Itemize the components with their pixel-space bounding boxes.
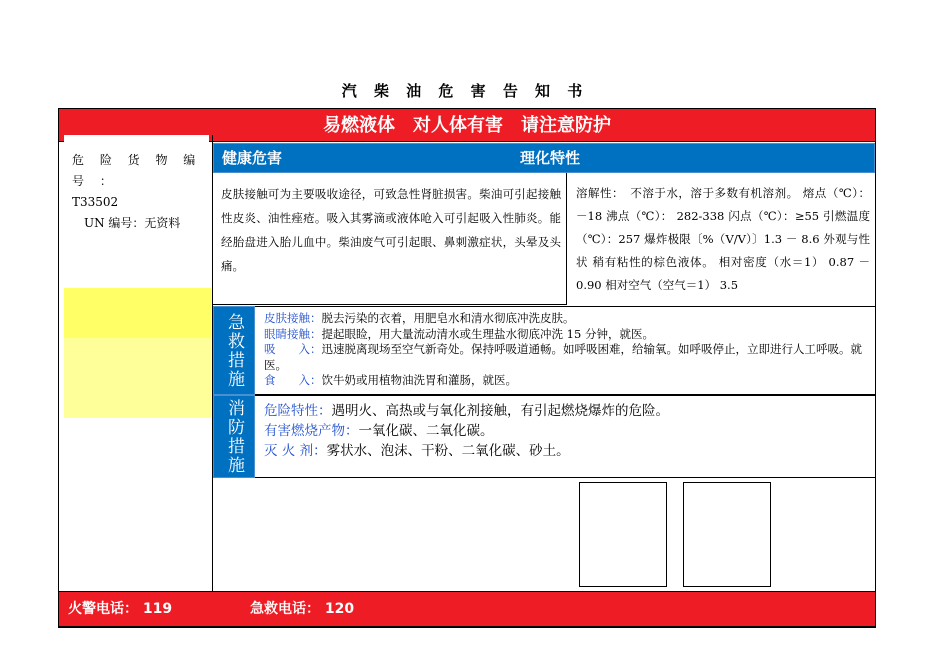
- blank-sign-box-1: [579, 482, 667, 587]
- first-aid-key: 食 入: [264, 373, 310, 387]
- document-title: 汽 柴 油 危 害 告 知 书: [341, 82, 589, 100]
- yellow-highlight-bottom: [64, 338, 211, 418]
- first-aid-sep: ：: [310, 311, 322, 325]
- first-aid-text: 脱去污染的衣着，用肥皂水和清水彻底冲洗皮肤。: [321, 311, 575, 325]
- fire-item: [264, 441, 870, 461]
- warning-banner: 易燃液体 对人体有害 请注意防护: [58, 108, 876, 142]
- fire-phone: 火警电话： 119: [68, 601, 173, 617]
- blank-sign-box-2: [683, 482, 771, 587]
- first-aid-item: [264, 373, 870, 389]
- yellow-highlight-top: [64, 288, 211, 338]
- first-aid-list: [264, 311, 870, 389]
- first-aid-tab: [213, 306, 255, 395]
- goods-code-value: T33502: [72, 195, 119, 209]
- first-aid-item: [264, 327, 870, 343]
- first-aid-text: 提起眼睑，用大量流动清水或生理盐水彻底冲洗 15 分钟，就医。: [321, 326, 654, 341]
- fire-key: 危险特性: [264, 403, 318, 419]
- emergency-footer: [58, 591, 876, 627]
- fire-sep: ：: [318, 403, 332, 419]
- physchem-title: 理化特性: [520, 149, 581, 167]
- first-aid-key: 皮肤接触: [264, 311, 310, 325]
- first-aid-sep: ：: [310, 326, 322, 341]
- fire-item: [264, 421, 870, 441]
- physchem-text: 溶解性： 不溶于水，溶于多数有机溶剂。 熔点（℃）： －18 沸点（℃）： 282-338 闪点（℃）：≥55 引燃温度（℃）：257 爆炸极限〔%（V/V）〕1.3 － 8.6 外观与性状 稍有粘性的棕色液体。 相对密度（水＝1） 0.87 － 0.90 相对空气（空气＝1） 3.5: [576, 186, 870, 292]
- first-aid-sep: ：: [310, 342, 322, 356]
- fire-text: 一氧化碳、二氧化碳。: [358, 423, 494, 439]
- first-aid-sep: ：: [310, 373, 322, 387]
- fire-item: [264, 401, 870, 421]
- first-aid-key: 吸 入: [264, 342, 310, 356]
- first-aid-key: 眼睛接触: [264, 326, 310, 341]
- first-aid-item: [264, 311, 870, 327]
- first-aid-tab-label: 急救措施: [224, 312, 244, 389]
- fire-sep: ：: [313, 443, 327, 459]
- un-number: UN 编号：无资料: [84, 216, 181, 230]
- health-hazard-text: 皮肤接触可为主要吸收途径，可致急性肾脏损害。柴油可引起接触性皮炎、油性痤疮。吸入其雾滴或液体呛入可引起吸入性肺炎。能经胎盘进入胎儿血中。柴油废气可引起眼、鼻刺激症状，头晕及头痛。: [221, 187, 561, 273]
- health-hazard-title: 健康危害: [222, 149, 283, 167]
- fire-measures-tab-label: 消防措施: [224, 398, 244, 475]
- first-aid-text: 迅速脱离现场至空气新奇处。保持呼吸道通畅。如呼吸困难，给输氧。如呼吸停止，立即进行人工呼吸。就医。: [264, 342, 862, 372]
- ambulance-phone: 急救电话： 120: [250, 601, 355, 617]
- first-aid-item: [264, 342, 870, 373]
- hazard-id-block: [72, 150, 202, 234]
- fire-text: 遇明火、高热或与氧化剂接触，有引起燃烧爆炸的危险。: [331, 403, 669, 419]
- first-aid-text: 饮牛奶或用植物油洗胃和灌肠，就医。: [321, 373, 517, 387]
- fire-sep: ：: [345, 423, 359, 439]
- fire-measures-tab: [213, 395, 255, 478]
- fire-text: 雾状水、泡沫、干粉、二氧化碳、砂土。: [326, 443, 570, 459]
- fire-key: 灭 火 剂: [264, 443, 314, 459]
- fire-measures-list: [264, 401, 870, 461]
- goods-code-label: 危 险 货 物 编 号 ：: [72, 153, 202, 188]
- fire-key: 有害燃烧产物: [264, 423, 345, 439]
